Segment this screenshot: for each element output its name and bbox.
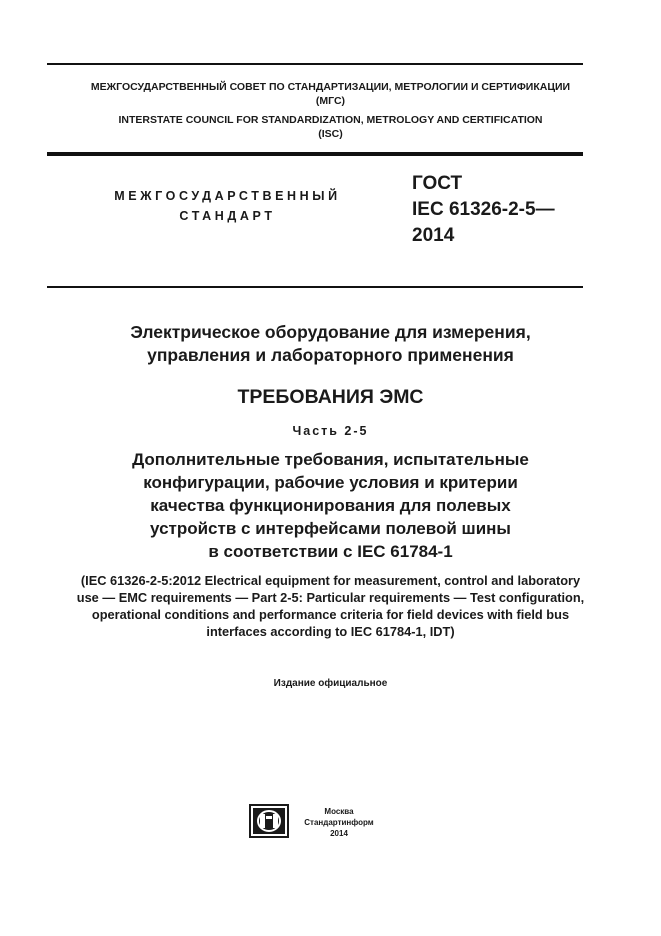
part-number: Часть 2-5 [292, 424, 369, 438]
designation-gost: ГОСТ [412, 173, 463, 194]
designation [412, 171, 555, 249]
requirements-heading: ТРЕБОВАНИЯ ЭМС [237, 386, 424, 408]
publisher-city: Москва [324, 807, 354, 816]
council-abbr-ru: (МГС) [315, 95, 346, 107]
publisher-year: 2014 [330, 829, 348, 838]
english-title-line: interfaces according to IEC 61784-1, IDT) [206, 624, 455, 639]
main-title-line1: Электрическое оборудование для измерения, [130, 322, 531, 342]
council-abbr-en: (ISC) [318, 128, 343, 140]
main-title [0, 321, 661, 367]
english-title-line: operational conditions and performance criteria for field devices with field bus [91, 607, 570, 622]
subtitle-line: Дополнительные требования, испытательные [132, 450, 529, 469]
subtitle-line: устройств с интерфейсами полевой шины [150, 519, 511, 538]
header-rule-thick [47, 152, 583, 156]
subtitle-line: качества функционирования для полевых [150, 496, 511, 515]
designation-year: 2014 [412, 225, 455, 246]
english-title-line: (IEC 61326-2-5:2012 Electrical equipment for measurement, control and laboratory [80, 573, 581, 588]
edition-label: Издание официальное [273, 678, 388, 689]
english-title-line: use — EMC requirements — Part 2-5: Particular requirements — Test configuration, [76, 590, 585, 605]
english-title [0, 572, 661, 640]
publisher-name: Стандартинформ [304, 818, 374, 827]
council-name-ru: МЕЖГОСУДАРСТВЕННЫЙ СОВЕТ ПО СТАНДАРТИЗАЦИИ, МЕТРОЛОГИИ И СЕРТИФИКАЦИИ [90, 81, 571, 93]
council-block [0, 80, 661, 141]
standard-type-line1: МЕЖГОСУДАРСТВЕННЫЙ [114, 189, 341, 203]
designation-number: IEC 61326-2-5— [412, 199, 555, 220]
main-title-line2: управления и лабораторного применения [147, 345, 514, 365]
subtitle-line: конфигурации, рабочие условия и критерии [143, 473, 518, 492]
publisher-info [300, 806, 378, 839]
standard-type [100, 186, 355, 226]
council-name-en: INTERSTATE COUNCIL FOR STANDARDIZATION, METROLOGY AND CERTIFICATION [118, 114, 543, 126]
designation-rule [47, 286, 583, 288]
standard-type-line2: СТАНДАРТ [179, 209, 276, 223]
publisher-logo-icon [249, 804, 289, 838]
subtitle-line: в соответствии с IEC 61784-1 [208, 542, 453, 561]
subtitle [0, 448, 661, 563]
top-rule-thin [47, 63, 583, 65]
